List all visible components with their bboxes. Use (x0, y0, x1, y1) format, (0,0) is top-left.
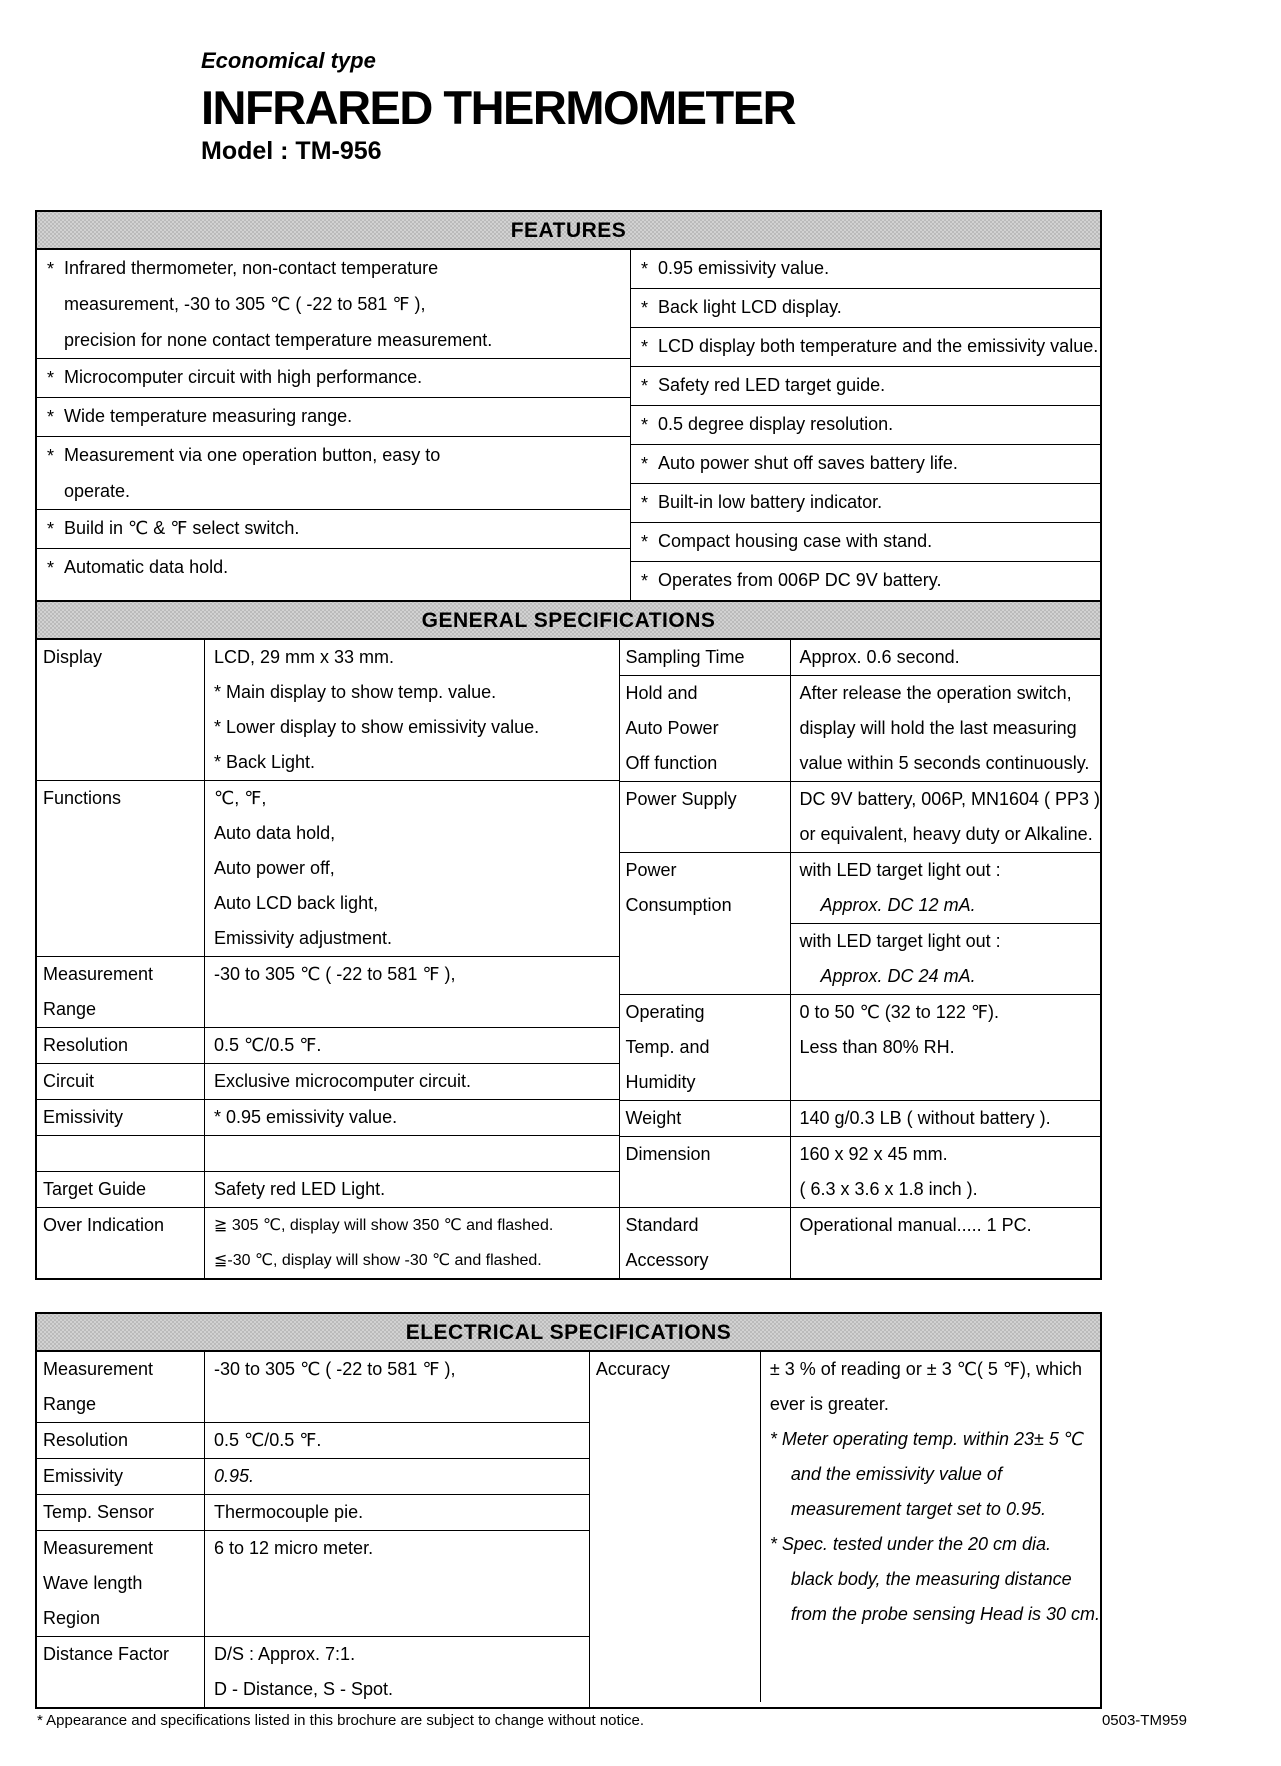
feature-item (631, 406, 1100, 445)
asterisk-bullet: * (641, 454, 649, 474)
spec-row-dimension (620, 1137, 1100, 1208)
feature-text-line: Measurement via one operation button, easy to (64, 445, 441, 465)
spec-value-line: * 0.95 emissivity value. (214, 1107, 398, 1127)
spec-label: Consumption (625, 895, 732, 915)
spec-value-line: 140 g/0.3 LB ( without battery ). (799, 1108, 1051, 1128)
asterisk-bullet: * (641, 571, 649, 591)
spec-row-operating-temp-humidity (620, 995, 1100, 1101)
electrical-specs-heading: ELECTRICAL SPECIFICATIONS (37, 1314, 1100, 1352)
spec-value-line: Safety red LED Light. (214, 1179, 386, 1199)
spec-value-line: Auto LCD back light, (214, 893, 379, 913)
spec-row-functions (37, 781, 619, 957)
features-heading: FEATURES (37, 212, 1100, 250)
spec-value-line: Auto data hold, (214, 823, 336, 843)
spec-label: Sampling Time (625, 647, 745, 667)
feature-text-line: Automatic data hold. (64, 557, 229, 577)
asterisk-bullet: * (641, 298, 649, 318)
feature-text-line: Back light LCD display. (658, 297, 842, 317)
spec-row-measurement-range (37, 1352, 589, 1423)
spec-value-line: ≦-30 ℃, display will show -30 ℃ and flashed. (214, 1252, 542, 1269)
spec-label: Power Supply (625, 789, 737, 809)
feature-text-line: measurement, -30 to 305 ℃ ( -22 to 581 ℉ ), (64, 294, 426, 314)
spec-label: Measurement (43, 1538, 154, 1558)
spec-value-line: * Meter operating temp. within 23± 5 ℃ (769, 1429, 1085, 1449)
spec-label: Functions (43, 788, 122, 808)
spec-label: Target Guide (43, 1179, 147, 1199)
spec-value-line: D/S : Approx. 7:1. (214, 1644, 356, 1664)
feature-text-line: Safety red LED target guide. (658, 375, 886, 395)
asterisk-bullet: * (641, 376, 649, 396)
spec-label: Region (43, 1608, 101, 1628)
spec-label: Resolution (43, 1035, 129, 1055)
spec-label: Power (625, 860, 677, 880)
doc-code: 0503-TM959 (1101, 1712, 1187, 1729)
asterisk-bullet: * (47, 407, 55, 427)
spec-row-emissivity (37, 1100, 619, 1136)
electrical-specs-left-column (37, 1352, 589, 1707)
spec-row-resolution (37, 1423, 589, 1459)
spec-value-line: * Back Light. (214, 752, 316, 772)
spec-row-emissivity (37, 1459, 589, 1495)
spec-row-temp-sensor (37, 1495, 589, 1531)
spec-value-line: Exclusive microcomputer circuit. (214, 1071, 472, 1091)
feature-text-line: Auto power shut off saves battery life. (658, 453, 958, 473)
spec-value-line: Thermocouple pie. (214, 1502, 364, 1522)
brand-tagline: Economical type (201, 48, 376, 73)
spec-row-resolution (37, 1028, 619, 1064)
feature-text-line: Infrared thermometer, non-contact temperature (64, 258, 439, 278)
spec-row-blank (37, 1136, 619, 1172)
spec-row-over-indication (37, 1208, 619, 1278)
spec-row-measurement-range (37, 957, 619, 1028)
feature-item (37, 549, 630, 587)
spec-value-line: LCD, 29 mm x 33 mm. (214, 647, 395, 667)
spec-row-weight (620, 1101, 1100, 1137)
spec-label: Over Indication (43, 1215, 165, 1235)
spec-value-line: ever is greater. (769, 1394, 889, 1414)
general-specs-right-column (619, 640, 1100, 1278)
asterisk-bullet: * (641, 415, 649, 435)
features-right-column (630, 250, 1100, 600)
spec-label: Emissivity (43, 1107, 123, 1127)
spec-value-line: 0.5 ℃/0.5 ℉. (214, 1035, 322, 1055)
feature-text-line: Build in ℃ & ℉ select switch. (64, 518, 300, 538)
features-left-column (37, 250, 630, 600)
spec-value-line: 0 to 50 ℃ (32 to 122 ℉). (799, 1002, 999, 1022)
feature-text-line: Wide temperature measuring range. (64, 406, 353, 426)
feature-item (37, 437, 630, 510)
spec-value-line: 6 to 12 micro meter. (214, 1538, 374, 1558)
feature-text-line: 0.95 emissivity value. (658, 258, 830, 278)
asterisk-bullet: * (47, 558, 55, 578)
spec-value-line: Approx. DC 12 mA. (820, 895, 976, 915)
feature-item (631, 523, 1100, 562)
spec-value-line: 0.95. (214, 1466, 255, 1486)
general-specs-heading: GENERAL SPECIFICATIONS (37, 602, 1100, 640)
document-header (201, 48, 795, 166)
asterisk-bullet: * (47, 519, 55, 539)
spec-label: Circuit (43, 1071, 95, 1091)
spec-value-line: value within 5 seconds continuously. (799, 753, 1090, 773)
electrical-specs-right-column (589, 1352, 1100, 1707)
spec-value-line: with LED target light out : (799, 931, 1001, 951)
general-specs-left-column (37, 640, 619, 1278)
spec-row-hold-auto-power-off (620, 676, 1100, 782)
spec-row-wavelength-region (37, 1531, 589, 1637)
spec-label: Resolution (43, 1430, 129, 1450)
spec-label: Standard (625, 1215, 699, 1235)
asterisk-bullet: * (47, 368, 55, 388)
spec-row-target-guide (37, 1172, 619, 1208)
feature-item (631, 562, 1100, 600)
spec-label: Hold and (625, 683, 698, 703)
spec-label: Temp. Sensor (43, 1502, 155, 1522)
spec-value-line: display will hold the last measuring (799, 718, 1077, 738)
spec-value-line: 160 x 92 x 45 mm. (799, 1144, 948, 1164)
feature-item (631, 367, 1100, 406)
spec-value-line: measurement target set to 0.95. (790, 1499, 1046, 1519)
spec-value-line: * Main display to show temp. value. (214, 682, 497, 702)
spec-value-line: with LED target light out : (799, 860, 1001, 880)
spec-row-standard-accessory (620, 1208, 1100, 1278)
spec-value-line: * Lower display to show emissivity value. (214, 717, 540, 737)
footer-disclaimer: * Appearance and specifications listed in this brochure are subject to change without notice. (37, 1712, 645, 1729)
feature-item (37, 250, 630, 359)
spec-label: Dimension (625, 1144, 711, 1164)
spec-value-line: and the emissivity value of (790, 1464, 1002, 1484)
model-number: Model : TM-956 (201, 136, 382, 165)
spec-label: Wave length (43, 1573, 143, 1593)
features-section (35, 210, 1102, 602)
spec-row-display (37, 640, 619, 781)
spec-label: Auto Power (625, 718, 719, 738)
spec-row-power-supply (620, 782, 1100, 853)
spec-value-line: DC 9V battery, 006P, MN1604 ( PP3 ) (799, 789, 1100, 809)
spec-label: Accuracy (595, 1359, 670, 1379)
feature-text-line: precision for none contact temperature measurement. (64, 330, 493, 350)
asterisk-bullet: * (47, 446, 55, 466)
asterisk-bullet: * (641, 259, 649, 279)
spec-value-line: After release the operation switch, (799, 683, 1072, 703)
feature-item (37, 398, 630, 437)
feature-text-line: Operates from 006P DC 9V battery. (658, 570, 942, 590)
feature-item (631, 484, 1100, 523)
spec-value-line: black body, the measuring distance (790, 1569, 1072, 1589)
asterisk-bullet: * (641, 493, 649, 513)
spec-label: Distance Factor (43, 1644, 170, 1664)
feature-item (631, 328, 1100, 367)
spec-value-line: Emissivity adjustment. (214, 928, 393, 948)
spec-row-circuit (37, 1064, 619, 1100)
spec-value-line: Less than 80% RH. (799, 1037, 955, 1057)
spec-value-line: Approx. 0.6 second. (799, 647, 960, 667)
document-title: INFRARED THERMOMETER (201, 81, 796, 134)
feature-item (631, 250, 1100, 289)
spec-value-line: ± 3 % of reading or ± 3 ℃( 5 ℉), which (769, 1359, 1083, 1379)
general-specs-section (35, 600, 1102, 1280)
spec-label: Range (43, 1394, 97, 1414)
feature-text-line: LCD display both temperature and the emissivity value. (658, 336, 1099, 356)
feature-text-line: Compact housing case with stand. (658, 531, 933, 551)
spec-label: Humidity (625, 1072, 696, 1092)
feature-text-line: 0.5 degree display resolution. (658, 414, 894, 434)
electrical-specs-section (35, 1312, 1102, 1709)
spec-value-line: -30 to 305 ℃ ( -22 to 581 ℉ ), (214, 1359, 456, 1379)
feature-item (631, 289, 1100, 328)
spec-row-accuracy (590, 1352, 1100, 1702)
feature-item (37, 510, 630, 549)
spec-value-line: Operational manual..... 1 PC. (799, 1215, 1032, 1235)
spec-label: Emissivity (43, 1466, 123, 1486)
feature-text-line: operate. (64, 481, 131, 501)
spec-value-line: -30 to 305 ℃ ( -22 to 581 ℉ ), (214, 964, 456, 984)
spec-row-power-consumption (620, 853, 1100, 995)
spec-value-line: Auto power off, (214, 858, 335, 878)
asterisk-bullet: * (47, 259, 55, 279)
spec-value-line: or equivalent, heavy duty or Alkaline. (799, 824, 1093, 844)
spec-value-line: * Spec. tested under the 20 cm dia. (769, 1534, 1052, 1554)
feature-item (37, 359, 630, 398)
spec-value-line: Approx. DC 24 mA. (820, 966, 976, 986)
spec-label: Temp. and (625, 1037, 710, 1057)
spec-value-line: 0.5 ℃/0.5 ℉. (214, 1430, 322, 1450)
spec-label: Range (43, 999, 97, 1019)
asterisk-bullet: * (641, 337, 649, 357)
asterisk-bullet: * (641, 532, 649, 552)
spec-label: Off function (625, 753, 718, 773)
spec-value-line: D - Distance, S - Spot. (214, 1679, 394, 1699)
feature-item (631, 445, 1100, 484)
spec-label: Display (43, 647, 103, 667)
feature-text-line: Microcomputer circuit with high performance. (64, 367, 423, 387)
spec-label: Operating (625, 1002, 705, 1022)
spec-value-line: from the probe sensing Head is 30 cm. (790, 1604, 1100, 1624)
spec-value-line: ( 6.3 x 3.6 x 1.8 inch ). (799, 1179, 978, 1199)
spec-label: Measurement (43, 964, 154, 984)
spec-value-line: ≧ 305 ℃, display will show 350 ℃ and flashed. (214, 1217, 554, 1234)
spec-label: Weight (625, 1108, 682, 1128)
spec-row-sampling-time (620, 640, 1100, 676)
spec-row-distance-factor (37, 1637, 589, 1707)
spec-label: Accessory (625, 1250, 709, 1270)
spec-label: Measurement (43, 1359, 154, 1379)
spec-value-line: ℃, ℉, (214, 788, 267, 808)
feature-text-line: Built-in low battery indicator. (658, 492, 883, 512)
